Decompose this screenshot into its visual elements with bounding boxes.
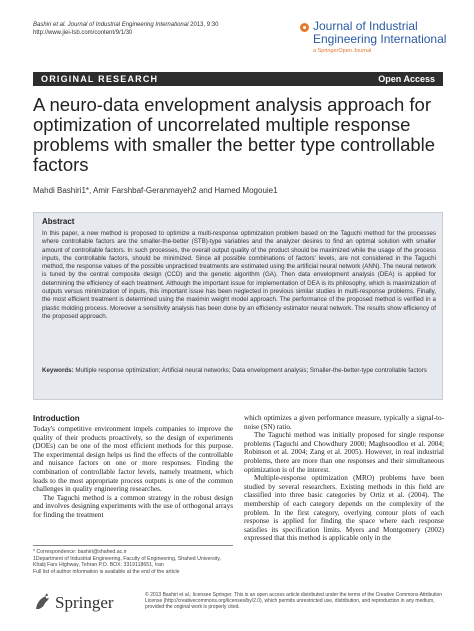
abstract-box	[33, 212, 443, 400]
footnote	[33, 545, 233, 575]
publisher-name: Springer	[55, 593, 114, 612]
abstract-heading: Abstract	[42, 217, 75, 226]
springeropen-logo-icon	[300, 23, 309, 32]
keywords-text: Multiple response optimization; Artificial neural networks; Data envelopment analysis; Smaller-the-better-type controllable factors	[75, 367, 427, 374]
keywords	[42, 367, 436, 375]
citation-header	[33, 21, 218, 37]
article-title: A neuro-data envelopment analysis approach for optimization of uncorrelated multiple response problems with smaller the better type controllable factors	[33, 94, 436, 175]
journal-name: Journal of Industrial Engineering International	[313, 19, 447, 46]
citation-line1: Bashiri et al. Journal of Industrial Engineering International	[33, 22, 189, 28]
citation-year: 2013, 9:30	[190, 22, 219, 28]
license-text: © 2013 Bashiri et al.; licensee Springer. This is an open access article distributed under the terms of the Creative Commons Attribution License (http://creativecommons.org/licenses/by/2.0), which permits unrestricted use, distribution, and reproduction in any medium, provided the original work is properly cited.	[145, 592, 443, 611]
intro-paragraph-1: Today's competitive environment impels companies to improve the quality of their products proactively, so the design of experiments (DOEs) can be one of the most efficient methods for this purpose. The experimental design helps us find the effects of the controllable and nuisance factors on one or more responses. Finding the combination of controllable factor levels, namely treatment, which leads to the most appropriate process outputs is one of the common challenges in quality engineering researches.	[33, 425, 233, 494]
body-column-right	[244, 414, 444, 543]
citation-url[interactable]: http://www.jiei-tsb.com/content/9/1/30	[33, 30, 133, 36]
introduction-heading: Introduction	[33, 414, 80, 423]
col2-paragraph-3: Multiple-response optimization (MRO) problems have been studied by several researchers. Existing methods in this field are classified into three basic categories by Ortiz et al. (2004). The membership of each category depends on the complexity of the problem. In the first category, overlying contour plots of each response is applied for finding the space where each response satisfies its specification limits. Myers and Montgomery (2002) expressed that this method is applicable only in the	[244, 474, 444, 543]
affiliation: 1Department of Industrial Engineering, Faculty of Engineering, Shahed University, Khalij Fars Highway, Tehran P.O. BOX: 3319118651, Iran	[33, 555, 221, 568]
article-type-banner	[33, 72, 443, 86]
col2-paragraph-1: which optimizes a given performance measure, typically a signal-to-noise (SN) ratio.	[244, 414, 444, 431]
correspondence: * Correspondence: bashiri@shahed.ac.ir	[33, 549, 127, 555]
author-list: Mahdi Bashiri1*, Amir Farshbaf-Geranmayeh2 and Hamed Mogouie1	[33, 186, 278, 195]
col2-paragraph-2: The Taguchi method was initially proposed for single response problems (Taguchi and Chowdhury 2000; Maghsoodloo et al. 2004; Robinson et al. 2004; Zang et al. 2005). However, in real industrial problems, there are more than one responses and their simultaneous optimization is of the interest.	[244, 431, 444, 474]
abstract-text: In this paper, a new method is proposed to optimize a multi-response optimization problem based on the Taguchi method for the processes where controllable factors are the smaller-the-better (STB)-type variables and the analyzer desires to find an optimal solution with smaller amount of controllable factors. In such processes, the overall output quality of the product should be maximized while the usage of the process inputs, the controllable factors, should be minimized. Since all possible combinations of factors' levels, are not considered in the Taguchi method, the response values of the possible unpracticed treatments are estimated using the artificial neural network (ANN). The neural network is tuned by the central composite design (CCD) and the genetic algorithm (GA). Then data envelopment analysis (DEA) is applied for determining the efficiency of each treatment. Although the important issue for implementation of DEA is its philosophy, which is maximization of outputs versus minimization of inputs, this important issue has been neglected in previous similar studies in multi-response problems. Finally, the most efficient treatment is determined using the maximin weight model approach. The performance of the proposed method is verified in a plastic molding process. Moreover a sensitivity analysis has been done by an efficiency estimator neural network. The results show efficiency of the proposed approach.	[42, 230, 436, 320]
journal-subtitle: a SpringerOpen Journal	[313, 48, 372, 54]
article-type: ORIGINAL RESEARCH	[41, 74, 159, 84]
intro-paragraph-2: The Taguchi method is a common strategy in the robust design and involves designing experiments with the use of orthogonal arrays for finding the treatment	[33, 493, 233, 519]
open-access-label: Open Access	[378, 74, 435, 84]
body-column-left	[33, 414, 233, 520]
keywords-label: Keywords:	[42, 367, 74, 374]
springer-horse-icon	[33, 592, 53, 612]
author-info-note: Full list of author information is available at the end of the article	[33, 568, 180, 575]
